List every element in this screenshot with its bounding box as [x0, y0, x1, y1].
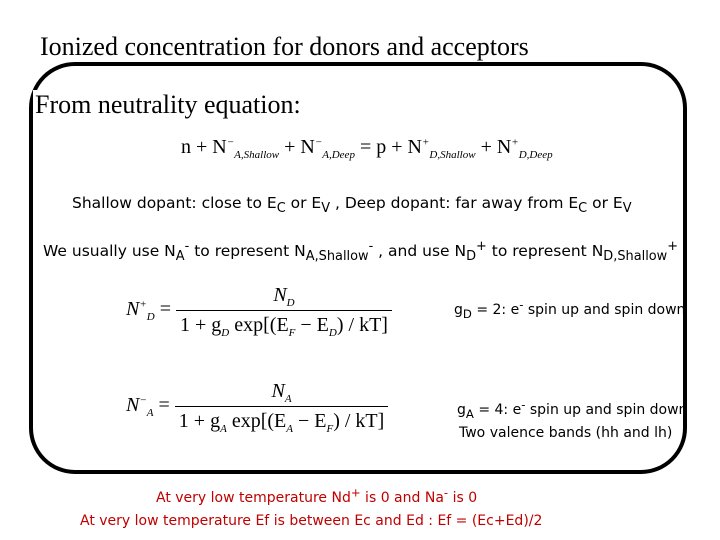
valence-bands-note: Two valence bands (hh and lh)	[459, 425, 673, 441]
gd-degeneracy-note: $g_D = 2$: e- spin up and spin down	[454, 297, 686, 321]
fermi-level-note: At very low temperature Ef is between Ec and Ed : Ef = (Ec+Ed)/2	[80, 513, 543, 529]
donor-ionization-equation: $N^+_D$ = $\frac{N_D}{1 + g_D \exp[(E_F - E_D) / kT]}$	[126, 284, 392, 337]
neutrality-equation: $n + N^-_{A,Shallow} + N^-_{A,Deep} = p + N^+_{D,Shallow} + N^+_{D,Deep}$	[181, 136, 553, 161]
slide-subtitle: From neutrality equation:	[35, 90, 301, 119]
low-temperature-note: At very low temperature Nd+ is 0 and Na- is 0	[156, 485, 478, 506]
acceptor-ionization-equation: $N^-_A$ = $\frac{N_A}{1 + g_A \exp[(E_A - E_F) / kT]}$	[126, 380, 388, 433]
shallow-deep-definition: Shallow dopant: close to $E_C$ or $E_V$ , Deep dopant: far away from $E_C$ or $E_V$	[72, 194, 632, 217]
slide-title: Ionized concentration for donors and acceptors	[40, 32, 529, 61]
notation-usage: We usually use $N_A^-$ to represent $N_{A,Shallow}^-$ , and use $N_D^+$ to represent $N_{D,Shallow}^+$	[43, 238, 679, 265]
ga-degeneracy-note: $g_A = 4$: e- spin up and spin down	[457, 397, 688, 421]
